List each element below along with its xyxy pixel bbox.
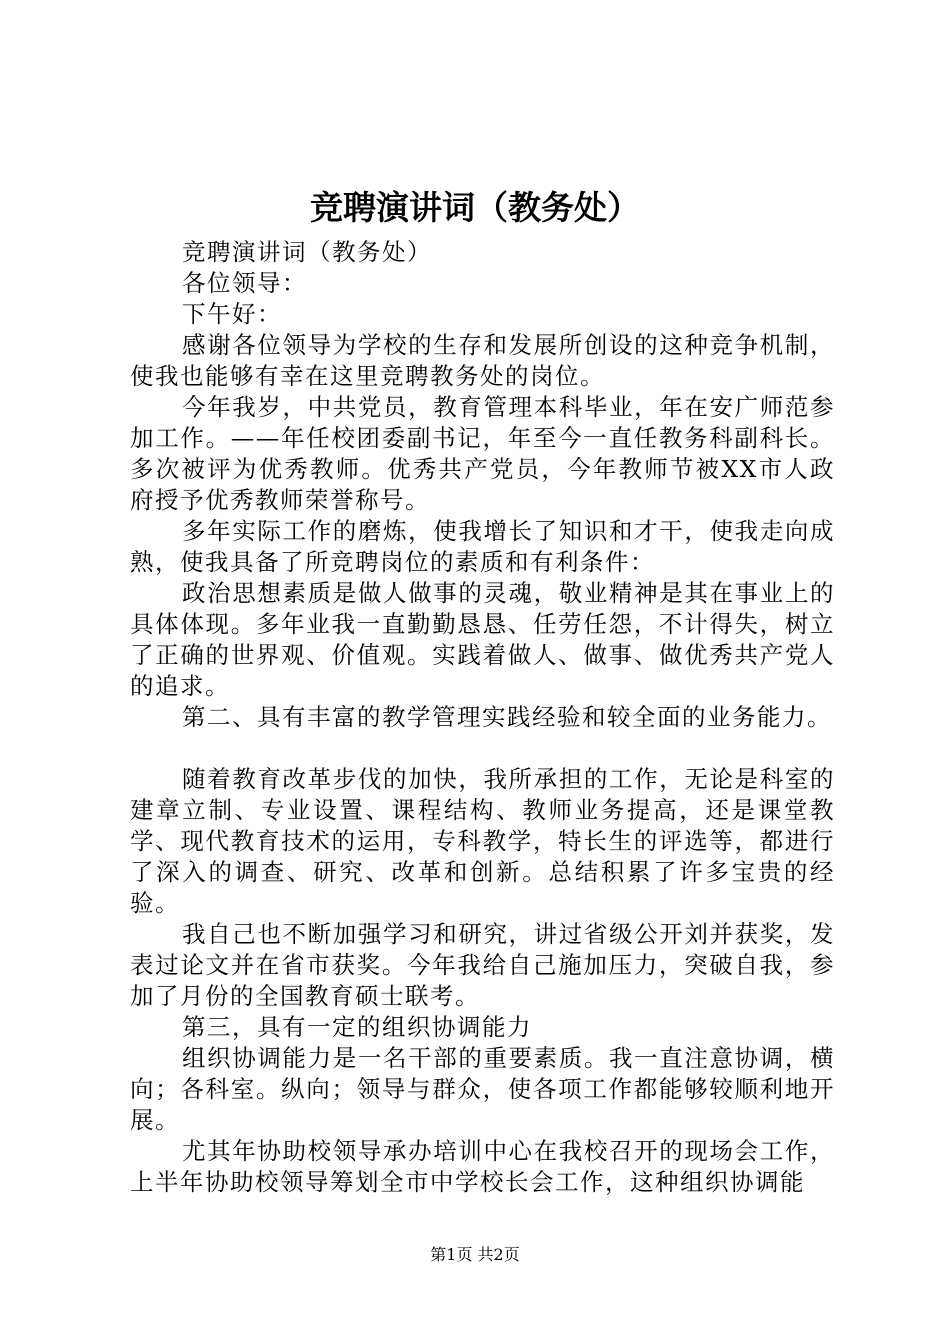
paragraph: 多年实际工作的磨炼，使我增长了知识和才干，使我走向成熟，使我具备了所竞聘岗位的素质和有利条件： <box>130 517 835 576</box>
paragraph-section-three: 第三，具有一定的组织协调能力 <box>182 1013 532 1041</box>
paragraph-heading: 竞聘演讲词（教务处） <box>182 238 432 266</box>
paragraph: 组织协调能力是一名干部的重要素质。我一直注意协调，横向；各科室。纵向；领导与群众，使各项工作都能够较顺利地开展。 <box>130 1044 835 1134</box>
document-body <box>130 237 835 1198</box>
paragraph-salutation: 各位领导： <box>182 269 307 297</box>
paragraph: 尤其年协助校领导承办培训中心在我校召开的现场会工作，上半年协助校领导筹划全市中学校长会工作，这种组织协调能 <box>130 1137 835 1196</box>
paragraph: 我自己也不断加强学习和研究，讲过省级公开刘并获奖，发表过论文并在省市获奖。今年我给自己施加压力，突破自我，参加了月份的全国教育硕士联考。 <box>130 920 835 1010</box>
paragraph: 感谢各位领导为学校的生存和发展所创设的这种竞争机制，使我也能够有幸在这里竞聘教务处的岗位。 <box>130 331 835 390</box>
paragraph-section-two: 第二、具有丰富的教学管理实践经验和较全面的业务能力。 <box>182 703 832 731</box>
paragraph: 今年我岁，中共党员，教育管理本科毕业，年在安广师范参加工作。——年任校团委副书记，年至今一直任教务科副科长。多次被评为优秀教师。优秀共产党员，今年教师节被XX市人政府授予优秀教师荣誉称号。 <box>130 393 835 514</box>
paragraph-greeting: 下午好： <box>182 300 282 328</box>
page-footer: 第1页 共2页 <box>430 1245 520 1264</box>
paragraph: 政治思想素质是做人做事的灵魂，敬业精神是其在事业上的具体体现。多年业我一直勤勤恳恳、任劳任怨，不计得失，树立了正确的世界观、价值观。实践着做人、做事、做优秀共产党人的追求。 <box>130 579 835 700</box>
document-title: 竞聘演讲词（教务处） <box>310 188 640 227</box>
paragraph: 随着教育改革步伐的加快，我所承担的工作，无论是科室的建章立制、专业设置、课程结构、教师业务提高，还是课堂教学、现代教育技术的运用，专科教学，特长生的评选等，都进行了深入的调查、研究、改革和创新。总结积累了许多宝贵的经验。 <box>130 765 835 917</box>
